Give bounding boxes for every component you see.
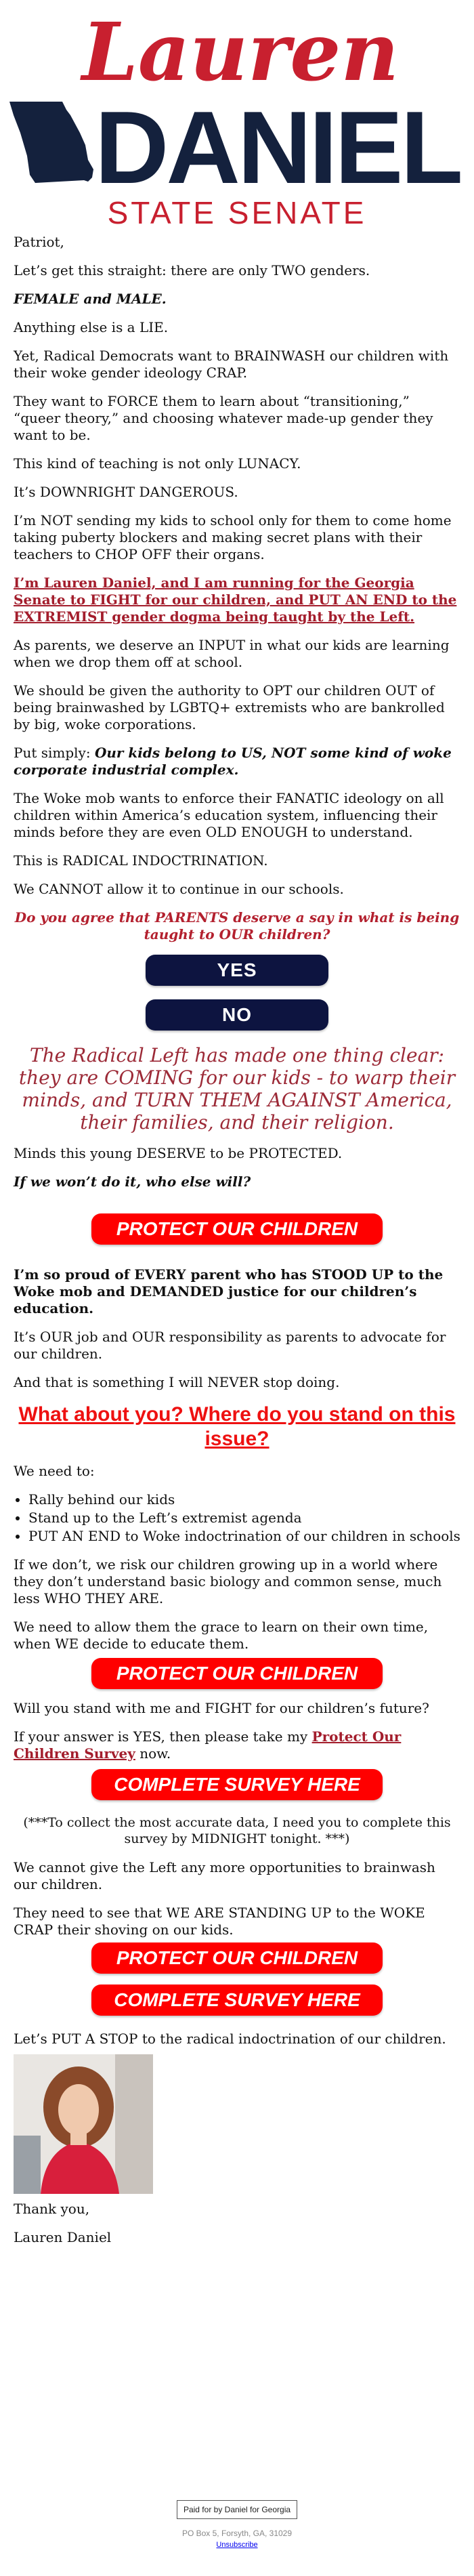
paragraph: We need to:: [14, 1463, 95, 1480]
protect-children-button[interactable]: PROTECT OUR CHILDREN: [91, 1213, 383, 1245]
paragraph: We CANNOT allow it to continue in our schools.: [14, 881, 344, 897]
paragraph: If we won’t do it, who else will?: [14, 1173, 251, 1190]
paragraph: FEMALE and MALE.: [14, 291, 167, 307]
greeting: Patriot,: [14, 234, 64, 250]
unsubscribe-link[interactable]: Unsubscribe: [216, 2541, 258, 2549]
paragraph: As parents, we deserve an INPUT in what our kids are learning when we drop them off at school.: [14, 637, 450, 670]
survey-link[interactable]: Protect Our Children Survey: [14, 1728, 402, 1762]
logo-graphic: [0, 0, 474, 234]
campaign-logo: [0, 0, 474, 234]
protect-children-button[interactable]: PROTECT OUR CHILDREN: [91, 1658, 383, 1689]
protect-children-button[interactable]: PROTECT OUR CHILDREN: [91, 1943, 383, 1974]
paragraph: Let’s get this straight: there are only TWO genders.: [14, 262, 370, 278]
deadline-note: (***To collect the most accurate data, I need you to complete this survey by MIDNIGHT tonight. ***): [23, 1815, 451, 1846]
paragraph: [14, 1728, 460, 1762]
paragraph: Will you stand with me and FIGHT for our children’s future?: [14, 1700, 429, 1717]
signoff: Thank you,: [14, 2200, 90, 2217]
paragraph: They want to FORCE them to learn about “transitioning,” “queer theory,” and choosing whatever made-up gender they want to be.: [14, 393, 433, 443]
paragraph: We need to allow them the grace to learn on their own time, when WE decide to educate them.: [14, 1619, 429, 1653]
complete-survey-button[interactable]: COMPLETE SURVEY HERE: [91, 1985, 383, 2016]
list-item: • PUT AN END to Woke indoctrination of our children in schools: [28, 1528, 460, 1545]
email-footer: [0, 2500, 474, 2550]
candidate-photo: [14, 2054, 153, 2194]
yes-button[interactable]: YES: [146, 955, 328, 986]
paragraph: Let’s PUT A STOP to the radical indoctrination of our children.: [14, 2030, 446, 2047]
paragraph: [14, 745, 460, 778]
paragraph: The Woke mob wants to enforce their FANATIC ideology on all children within America’s education system, influencing their minds before they are even OLD ENOUGH to understand.: [14, 790, 444, 840]
logo-last-name: DANIEL: [95, 90, 461, 205]
paid-for-disclaimer: Paid for by Daniel for Georgia: [177, 2500, 297, 2519]
paragraph-lead: If your answer is YES, then please take my: [14, 1728, 312, 1745]
paragraph: I’m so proud of EVERY parent who has STOOD UP to the Woke mob and DEMANDED justice for our children’s education.: [14, 1266, 444, 1317]
paragraph-lead: Put simply:: [14, 745, 95, 761]
paragraph: It’s DOWNRIGHT DANGEROUS.: [14, 484, 238, 500]
poll-question: Do you agree that PARENTS deserve a say in what is being taught to OUR children?: [14, 909, 460, 942]
paragraph: If we don’t, we risk our children growing up in a world where they don’t understand basic biology and common sense, much less WHO THEY ARE.: [14, 1556, 442, 1607]
paragraph: I’m NOT sending my kids to school only for them to come home taking puberty blockers and making secret plans with their teachers to CHOP OFF their organs.: [14, 512, 452, 562]
georgia-state-icon: [9, 102, 93, 183]
paragraph-emphasis: Our kids belong to US, NOT some kind of woke corporate industrial complex.: [14, 745, 452, 778]
mailing-address: PO Box 5, Forsyth, GA, 31029: [181, 2529, 293, 2538]
list-item: • Stand up to the Left’s extremist agenda: [28, 1510, 460, 1526]
pull-quote: The Radical Left has made one thing clear: they are COMING for our kids - to warp their minds, and TURN THEM AGAINST America, their families, and their religion.: [18, 1044, 456, 1134]
complete-survey-button[interactable]: COMPLETE SURVEY HERE: [91, 1769, 383, 1800]
paragraph: We should be given the authority to OPT our children OUT of being brainwashed by LGBTQ+ extremists who are bankrolled by big, woke corporations.: [14, 682, 445, 732]
intro-link[interactable]: I’m Lauren Daniel, and I am running for the Georgia Senate to FIGHT for our children, and PUT AN END to the EXTREMIST gender dogma being taught by the Left.: [14, 575, 457, 625]
action-list: [14, 1491, 460, 1545]
signature-name: Lauren Daniel: [14, 2228, 112, 2245]
paragraph: Anything else is a LIE.: [14, 319, 169, 335]
list-item: • Rally behind our kids: [28, 1491, 460, 1508]
paragraph: It’s OUR job and OUR responsibility as parents to advocate for our children.: [14, 1329, 446, 1363]
email-body: [0, 234, 474, 2246]
paragraph: And that is something I will NEVER stop doing.: [14, 1374, 340, 1391]
logo-office: STATE SENATE: [107, 195, 367, 230]
paragraph: They need to see that WE ARE STANDING UP to the WOKE CRAP their shoving on our kids.: [14, 1904, 425, 1938]
paragraph: This is RADICAL INDOCTRINATION.: [14, 852, 268, 869]
paragraph-tail: now.: [135, 1745, 171, 1762]
logo-first-name: Lauren: [81, 5, 400, 99]
paragraph: We cannot give the Left any more opportunities to brainwash our children.: [14, 1858, 435, 1892]
no-button[interactable]: NO: [146, 999, 328, 1031]
paragraph: Yet, Radical Democrats want to BRAINWASH our children with their woke gender ideology CRAP.: [14, 348, 449, 381]
paragraph: This kind of teaching is not only LUNACY.: [14, 455, 301, 472]
section-headline: What about you? Where do you stand on this issue?: [18, 1403, 456, 1451]
paragraph: Minds this young DESERVE to be PROTECTED.: [14, 1145, 343, 1162]
